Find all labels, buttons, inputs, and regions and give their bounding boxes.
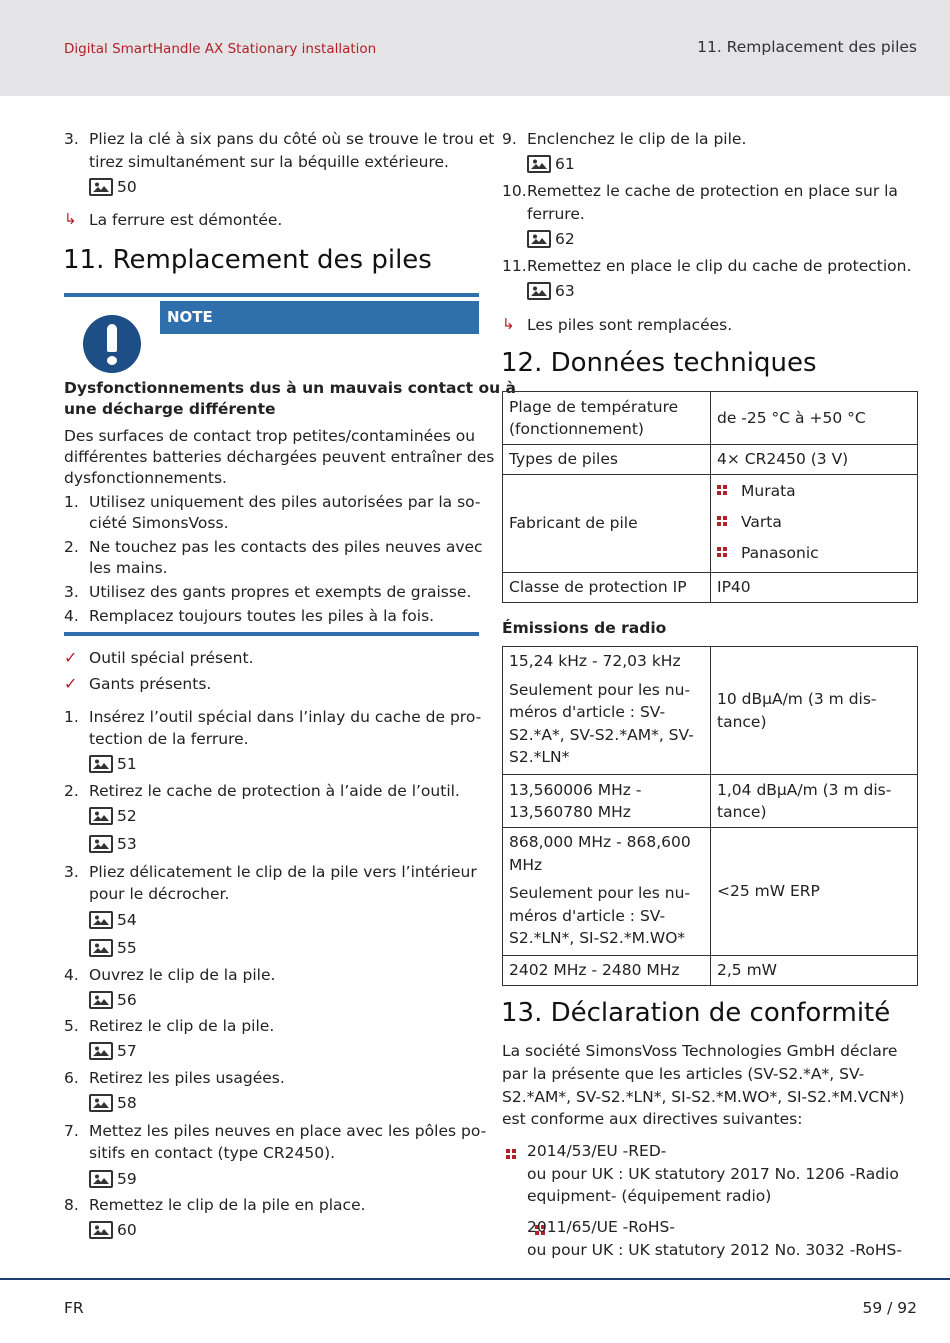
table-row	[503, 573, 918, 603]
figure-ref[interactable]	[89, 805, 137, 827]
section-heading: 13. Déclaration de conformité	[501, 998, 891, 1028]
figure-number: 59	[117, 1169, 137, 1188]
table-cell: de -25 °C à +50 °C	[711, 392, 918, 445]
note-item-number: 1.	[64, 493, 79, 511]
step-number: 1.	[64, 708, 79, 726]
declaration-text: est conforme aux directives suivantes:	[502, 1110, 803, 1128]
step-number: 2.	[64, 782, 79, 800]
figure-ref[interactable]	[89, 1219, 137, 1241]
table-cell	[711, 475, 918, 573]
step-number: 6.	[64, 1069, 79, 1087]
check-icon: ✓	[64, 648, 78, 667]
note-label: NOTE	[160, 301, 479, 334]
note-item-number: 2.	[64, 538, 79, 556]
figure-ref[interactable]	[89, 753, 137, 775]
directive-text: ou pour UK : UK statutory 2012 No. 3032 -RoHS-	[527, 1241, 902, 1259]
image-icon	[89, 1094, 113, 1112]
table-cell: 13,560006 MHz - 13,560780 MHz	[503, 775, 711, 828]
radio-emissions-table	[502, 646, 918, 986]
note-item-text: Remplacez toujours toutes les piles à la fois.	[89, 607, 435, 625]
figure-number: 57	[117, 1041, 137, 1060]
warning-icon	[83, 315, 141, 373]
directive-text: 2014/53/EU -RED-	[527, 1142, 667, 1160]
figure-number: 60	[117, 1220, 137, 1239]
step-text: Pliez la clé à six pans du côté où se trouve le trou et	[89, 130, 495, 148]
step-text: Enclenchez le clip de la pile.	[527, 130, 747, 148]
image-icon	[89, 178, 113, 196]
image-icon	[89, 835, 113, 853]
step-text: Ouvrez le clip de la pile.	[89, 966, 276, 984]
step-number: 9.	[502, 130, 517, 148]
figure-ref[interactable]	[89, 833, 137, 855]
note-item-text: Ne touchez pas les contacts des piles neuves avec	[89, 538, 483, 556]
image-icon	[89, 911, 113, 929]
note-top-rule	[64, 293, 479, 297]
figure-ref[interactable]	[527, 280, 575, 302]
table-row	[503, 956, 918, 986]
chapter-title: 11. Remplacement des piles	[697, 38, 917, 56]
check-icon: ✓	[64, 674, 78, 693]
figure-ref[interactable]	[89, 1040, 137, 1062]
page-number: 59 / 92	[862, 1299, 917, 1317]
note-item-text: ciété SimonsVoss.	[89, 514, 229, 532]
bullet-icon	[717, 485, 727, 495]
step-text: Pliez délicatement le clip de la pile vers l’intérieur	[89, 863, 477, 881]
figure-number: 50	[117, 177, 137, 196]
figure-number: 52	[117, 806, 137, 825]
step-number: 10.	[502, 182, 527, 200]
step-number: 3.	[64, 130, 79, 148]
result-arrow-icon: ↳	[64, 210, 77, 228]
step-number: 3.	[64, 863, 79, 881]
step-text: Remettez le cache de protection en place sur la	[527, 182, 898, 200]
step-text: Remettez le clip de la pile en place.	[89, 1196, 366, 1214]
footer-language: FR	[64, 1299, 84, 1317]
note-item-text: les mains.	[89, 559, 168, 577]
table-cell: IP40	[711, 573, 918, 603]
note-body: dysfonctionnements.	[64, 469, 227, 487]
declaration-text: par la présente que les articles (SV-S2.*A*, SV-	[502, 1065, 865, 1083]
note-heading: une décharge différente	[64, 400, 276, 418]
note-heading: Dysfonctionnements dus à un mauvais contact ou à	[64, 379, 516, 397]
step-text: pour le décrocher.	[89, 885, 230, 903]
section-heading: 12. Données techniques	[501, 348, 817, 378]
table-row	[503, 475, 918, 573]
table-cell: 2402 MHz - 2480 MHz	[503, 956, 711, 986]
table-cell: 15,24 kHz - 72,03 kHz Seulement pour les nu- méros d'article : SV- S2.*A*, SV-S2.*AM*, SV- S2.*LN*	[503, 647, 711, 775]
step-text: Insérez l’outil spécial dans l’inlay du cache de pro-	[89, 708, 482, 726]
step-text: ferrure.	[527, 205, 585, 223]
note-body: Des surfaces de contact trop petites/contaminées ou	[64, 427, 476, 445]
figure-number: 54	[117, 910, 137, 929]
directive-text: 2011/65/UE -RoHS-	[527, 1218, 675, 1236]
note-body: différentes batteries déchargées peuvent entraîner des	[64, 448, 495, 466]
list-item: Panasonic	[717, 538, 911, 569]
document-title: Digital SmartHandle AX Stationary installation	[64, 41, 377, 57]
note-item-text: Utilisez des gants propres et exempts de graisse.	[89, 583, 472, 601]
figure-ref[interactable]	[89, 937, 137, 959]
table-cell: Types de piles	[503, 445, 711, 475]
step-text: sitifs en contact (type CR2450).	[89, 1144, 336, 1162]
table-cell: Classe de protection IP	[503, 573, 711, 603]
section-heading: 11. Remplacement des piles	[63, 245, 432, 275]
bullet-icon	[717, 516, 727, 526]
figure-ref[interactable]	[89, 176, 137, 198]
image-icon	[89, 991, 113, 1009]
table-cell: Plage de température (fonctionnement)	[503, 392, 711, 445]
figure-ref[interactable]	[89, 1092, 137, 1114]
bullet-icon	[717, 547, 727, 557]
result-text: Les piles sont remplacées.	[527, 316, 733, 334]
prerequisite-text: Gants présents.	[89, 675, 212, 693]
table-cell: 1,04 dBμA/m (3 m dis- tance)	[711, 775, 918, 828]
bullet-icon	[506, 1149, 516, 1159]
note-item-text: Utilisez uniquement des piles autorisées par la so-	[89, 493, 481, 511]
figure-number: 55	[117, 938, 137, 957]
directive-text: ou pour UK : UK statutory 2017 No. 1206 -Radio	[527, 1165, 899, 1183]
figure-ref[interactable]	[527, 153, 575, 175]
image-icon	[89, 755, 113, 773]
figure-number: 56	[117, 990, 137, 1009]
prerequisite-text: Outil spécial présent.	[89, 649, 254, 667]
figure-number: 61	[555, 154, 575, 173]
figure-number: 58	[117, 1093, 137, 1112]
step-number: 4.	[64, 966, 79, 984]
table-cell: Fabricant de pile	[503, 475, 711, 573]
table-row	[503, 647, 918, 775]
tech-data-table	[502, 391, 918, 603]
page-header	[0, 0, 950, 96]
figure-number: 53	[117, 834, 137, 853]
step-text: Retirez le cache de protection à l’aide de l’outil.	[89, 782, 460, 800]
figure-ref[interactable]	[89, 1168, 137, 1190]
list-item: Varta	[717, 507, 911, 538]
step-number: 8.	[64, 1196, 79, 1214]
image-icon	[89, 807, 113, 825]
declaration-text: La société SimonsVoss Technologies GmbH déclare	[502, 1042, 898, 1060]
figure-ref[interactable]	[89, 909, 137, 931]
result-text: La ferrure est démontée.	[89, 211, 283, 229]
image-icon	[89, 1221, 113, 1239]
table-cell: 10 dBμA/m (3 m dis- tance)	[711, 647, 918, 775]
step-text: Remettez en place le clip du cache de protection.	[527, 257, 912, 275]
figure-number: 62	[555, 229, 575, 248]
figure-ref[interactable]	[89, 989, 137, 1011]
note-bottom-rule	[64, 632, 479, 636]
figure-number: 63	[555, 281, 575, 300]
table-cell: 4× CR2450 (3 V)	[711, 445, 918, 475]
step-text: tection de la ferrure.	[89, 730, 249, 748]
directive-text: equipment- (équipement radio)	[527, 1187, 772, 1205]
table-row	[503, 828, 918, 956]
figure-ref[interactable]	[527, 228, 575, 250]
result-arrow-icon: ↳	[502, 315, 515, 333]
step-text: Retirez le clip de la pile.	[89, 1017, 275, 1035]
declaration-text: S2.*AM*, SV-S2.*LN*, SI-S2.*M.WO*, SI-S2.*M.VCN*)	[502, 1088, 905, 1106]
table-row	[503, 775, 918, 828]
list-item: Murata	[717, 476, 911, 507]
footer-rule	[0, 1278, 950, 1280]
image-icon	[527, 230, 551, 248]
image-icon	[89, 1042, 113, 1060]
image-icon	[527, 282, 551, 300]
note-item-number: 4.	[64, 607, 79, 625]
table-row	[503, 392, 918, 445]
figure-number: 51	[117, 754, 137, 773]
image-icon	[527, 155, 551, 173]
step-text: tirez simultanément sur la béquille extérieure.	[89, 153, 449, 171]
note-item-number: 3.	[64, 583, 79, 601]
table-cell: 868,000 MHz - 868,600 MHz Seulement pour les nu- méros d'article : SV- S2.*LN*, SI-S2.*M.WO*	[503, 828, 711, 956]
step-number: 7.	[64, 1122, 79, 1140]
step-number: 11.	[502, 257, 527, 275]
subsection-heading: Émissions de radio	[502, 619, 667, 637]
image-icon	[89, 1170, 113, 1188]
table-row	[503, 445, 918, 475]
table-cell: <25 mW ERP	[711, 828, 918, 956]
step-text: Retirez les piles usagées.	[89, 1069, 285, 1087]
step-number: 5.	[64, 1017, 79, 1035]
step-text: Mettez les piles neuves en place avec les pôles po-	[89, 1122, 487, 1140]
image-icon	[89, 939, 113, 957]
table-cell: 2,5 mW	[711, 956, 918, 986]
